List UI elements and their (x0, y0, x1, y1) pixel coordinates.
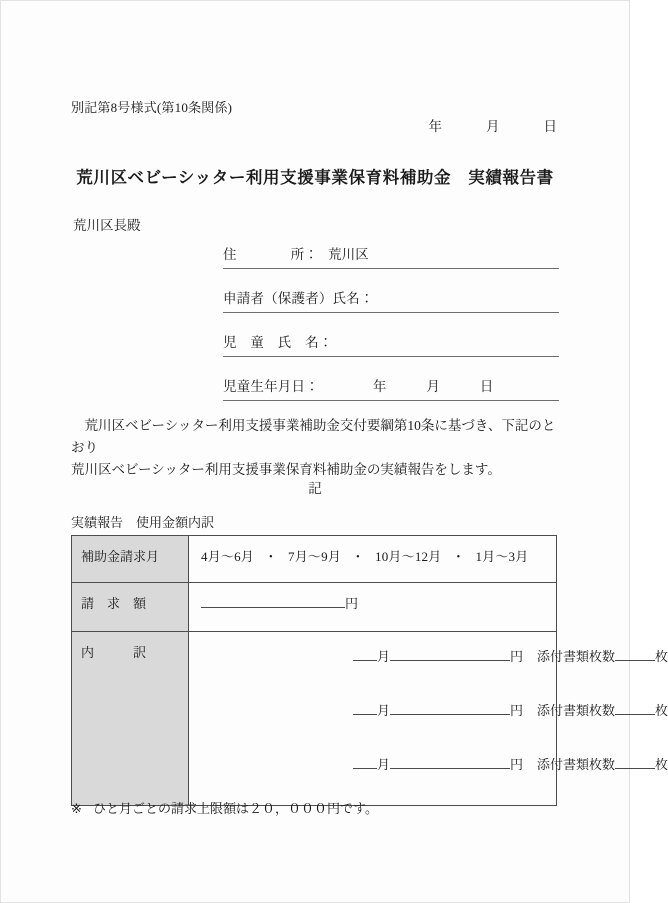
table-caption: 実績報告 使用金額内訳 (71, 515, 215, 530)
body-paragraph (71, 415, 563, 481)
table-row (72, 632, 557, 806)
breakdown-month-unit: 月 (377, 703, 391, 718)
breakdown-month-unit: 月 (377, 757, 391, 772)
applicant-name-field-row[interactable] (223, 286, 559, 313)
header-date-line (429, 115, 558, 135)
breakdown-month-unit: 月 (377, 649, 391, 664)
child-birthdate-field-row[interactable] (223, 374, 559, 401)
option-separator: ・ (451, 549, 466, 564)
date-year-label: 年 (428, 119, 442, 134)
breakdown-cell[interactable] (189, 632, 668, 806)
breakdown-yen-unit: 円 (510, 649, 524, 664)
attachment-count-label: 添付書類枚数 (537, 649, 616, 664)
claim-amount-entry[interactable] (201, 596, 358, 611)
breakdown-yen-unit: 円 (510, 703, 524, 718)
address-field-row[interactable] (223, 242, 559, 269)
page-title: 荒川区ベビーシッター利用支援事業保育料補助金 実績報告書 (76, 168, 554, 187)
breakdown-month-blank[interactable] (353, 660, 377, 661)
attachment-count-blank[interactable] (615, 660, 655, 661)
option-separator: ・ (264, 549, 278, 564)
breakdown-line[interactable] (353, 642, 668, 696)
footnote-text: ひと月ごとの請求上限額は２０，０００円です。 (93, 801, 378, 816)
quarter-option-2[interactable]: 7月～9月 (288, 549, 342, 564)
attachment-count-label: 添付書類枚数 (537, 757, 616, 772)
attachment-sheet-unit: 枚 (655, 757, 668, 772)
footnote (71, 798, 378, 817)
table-row (72, 583, 557, 632)
claim-amount-unit: 円 (345, 596, 359, 611)
claim-amount-cell[interactable] (189, 583, 557, 632)
quarter-options[interactable] (201, 549, 528, 564)
table-row (72, 536, 557, 583)
address-prefilled-value: 荒川区 (328, 247, 369, 262)
body-line-1: 荒川区ベビーシッター利用支援事業補助金交付要綱第10条に基づき、下記のとおり (71, 418, 556, 455)
address-label-1: 住 (223, 247, 237, 262)
birth-day-label: 日 (479, 379, 494, 394)
address-label-2: 所： (290, 247, 319, 262)
breakdown-month-blank[interactable] (353, 714, 377, 715)
row-label-breakdown: 内 訳 (72, 632, 189, 806)
footnote-mark-icon: ※ (71, 801, 82, 816)
claim-amount-blank[interactable] (201, 607, 345, 608)
attachment-sheet-unit: 枚 (655, 703, 668, 718)
quarter-option-3[interactable]: 10月～12月 (375, 549, 442, 564)
breakdown-amount-blank[interactable] (390, 714, 510, 715)
body-line-2: 荒川区ベビーシッター利用支援事業保育料補助金の実績報告をします。 (71, 462, 501, 477)
row-label-claim-amount: 請 求 額 (72, 583, 189, 632)
addressee: 荒川区長殿 (73, 218, 141, 233)
attachment-count-blank[interactable] (615, 714, 655, 715)
child-birthdate-label: 児童生年月日： (223, 379, 319, 394)
child-name-field-row[interactable] (223, 330, 559, 357)
row-label-claim-month: 補助金請求月 (72, 536, 189, 583)
child-name-label: 児 童 氏 名： (223, 335, 333, 350)
breakdown-line[interactable] (353, 696, 668, 750)
attachment-count-label: 添付書類枚数 (537, 703, 616, 718)
attachment-count-blank[interactable] (615, 768, 655, 769)
breakdown-line[interactable] (353, 750, 668, 804)
expense-report-table (71, 535, 668, 806)
breakdown-month-blank[interactable] (353, 768, 377, 769)
breakdown-amount-blank[interactable] (390, 660, 510, 661)
breakdown-yen-unit: 円 (510, 757, 524, 772)
breakdown-lines (201, 642, 668, 804)
applicant-name-label: 申請者（保護者）氏名： (223, 291, 374, 306)
quarter-option-1[interactable]: 4月～6月 (201, 549, 255, 564)
form-code: 別記第8号様式(第10条関係) (71, 100, 233, 115)
date-month-label: 月 (486, 119, 500, 134)
claim-month-options-cell[interactable] (189, 536, 557, 583)
option-separator: ・ (351, 549, 365, 564)
attachment-sheet-unit: 枚 (655, 649, 668, 664)
date-day-label: 日 (543, 119, 557, 134)
birth-year-label: 年 (372, 379, 387, 394)
ki-mark: 記 (308, 481, 322, 496)
birth-month-label: 月 (426, 379, 440, 394)
quarter-option-4[interactable]: 1月～3月 (475, 549, 529, 564)
breakdown-amount-blank[interactable] (390, 768, 510, 769)
